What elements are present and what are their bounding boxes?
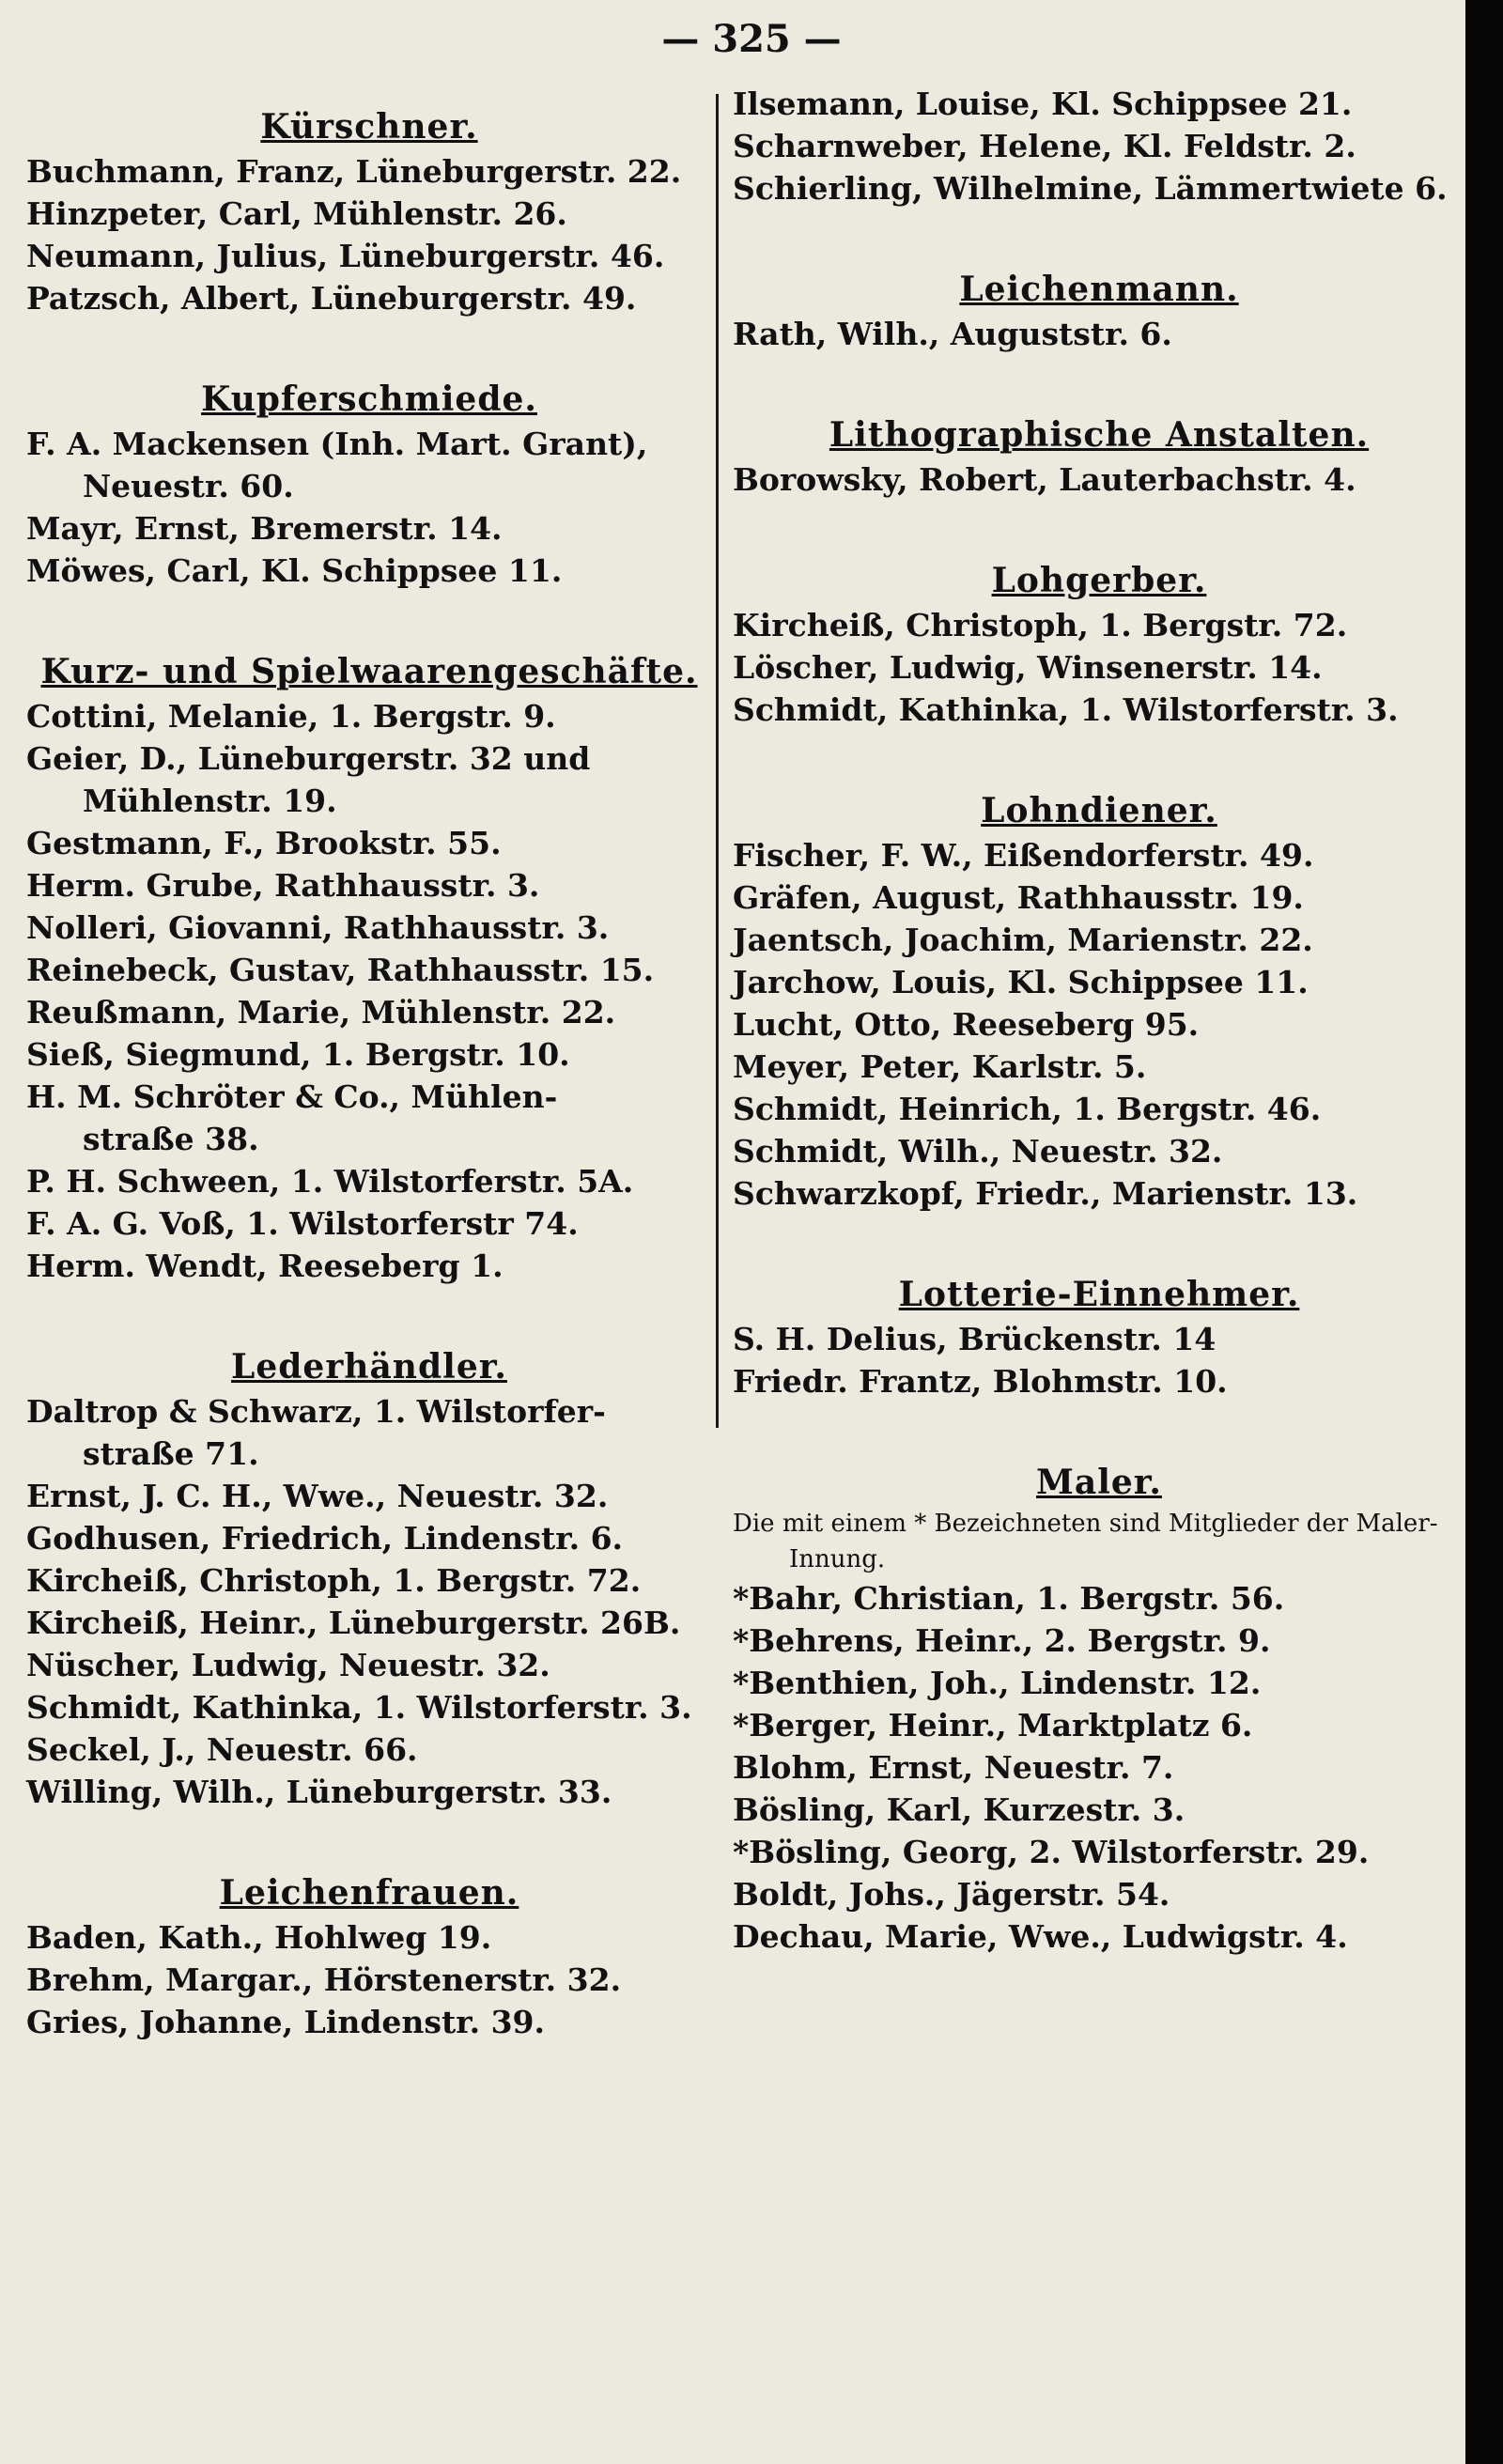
directory-entry: Meyer, Peter, Karlstr. 5.: [733, 1048, 1147, 1085]
directory-entry: Boldt, Johs., Jägerstr. 54.: [733, 1876, 1170, 1913]
directory-entry: Herm. Grube, Rathhausstr. 3.: [26, 867, 540, 904]
section-note: Die mit einem * Bezeichneten sind Mitglieder der Maler-Innung.: [733, 1510, 1438, 1573]
directory-entry: Gestmann, F., Brookstr. 55.: [26, 825, 502, 861]
directory-entry: Lucht, Otto, Reeseberg 95.: [733, 1006, 1200, 1043]
directory-entry: *Bösling, Georg, 2. Wilstorferstr. 29.: [733, 1834, 1370, 1870]
directory-entry: Reinebeck, Gustav, Rathhausstr. 15.: [26, 952, 655, 988]
directory-entry: Daltrop & Schwarz, 1. Wilstorfer-: [26, 1393, 606, 1430]
directory-entry: Gräfen, August, Rathhausstr. 19.: [733, 879, 1304, 916]
section-heading: Lotterie-Einnehmer.: [898, 1275, 1300, 1314]
directory-entry: H. M. Schröter & Co., Mühlen-: [26, 1078, 558, 1115]
section-gap: [733, 355, 1465, 411]
directory-entry: Kircheiß, Christoph, 1. Bergstr. 72.: [733, 607, 1348, 643]
section-gap: [733, 731, 1465, 787]
directory-section: [733, 83, 1465, 209]
directory-entry: Willing, Wilh., Lüneburgerstr. 33.: [26, 1774, 612, 1810]
left-column: [26, 103, 712, 2043]
directory-section: [733, 731, 1465, 1215]
directory-section: [26, 1813, 712, 2043]
directory-entry: Nolleri, Giovanni, Rathhausstr. 3.: [26, 909, 610, 946]
directory-entry: Seckel, J., Neuestr. 66.: [26, 1731, 418, 1768]
directory-entry: Fischer, F. W., Eißendorferstr. 49.: [733, 837, 1314, 874]
section-gap: [26, 592, 712, 648]
directory-section: [26, 1287, 712, 1813]
directory-entry: Schierling, Wilhelmine, Lämmertwiete 6.: [733, 170, 1448, 207]
directory-entry: Borowsky, Robert, Lauterbachstr. 4.: [733, 461, 1356, 498]
directory-section: [26, 319, 712, 592]
directory-entry: straße 71.: [83, 1435, 259, 1472]
directory-entry: Reußmann, Marie, Mühlenstr. 22.: [26, 994, 616, 1031]
directory-entry: Löscher, Ludwig, Winsenerstr. 14.: [733, 649, 1323, 686]
section-gap: [26, 319, 712, 376]
section-heading: Lithographische Anstalten.: [829, 415, 1370, 455]
section-heading: Lohndiener.: [981, 791, 1217, 830]
directory-entry: Neuestr. 60.: [83, 468, 294, 504]
directory-entry: Mayr, Ernst, Bremerstr. 14.: [26, 510, 503, 547]
directory-entry: Kircheiß, Heinr., Lüneburgerstr. 26B.: [26, 1604, 681, 1641]
section-gap: [26, 1287, 712, 1343]
section-gap: [733, 1402, 1465, 1459]
directory-entry: Jarchow, Louis, Kl. Schippsee 11.: [733, 964, 1309, 1000]
directory-entry: Neumann, Julius, Lüneburgerstr. 46.: [26, 238, 665, 274]
section-gap: [733, 209, 1465, 266]
directory-entry: Sieß, Siegmund, 1. Bergstr. 10.: [26, 1036, 570, 1073]
directory-entry: Mühlenstr. 19.: [83, 783, 337, 819]
directory-entry: Möwes, Carl, Kl. Schippsee 11.: [26, 552, 563, 589]
directory-entry: Baden, Kath., Hohlweg 19.: [26, 1919, 492, 1956]
section-heading: Leichenmann.: [959, 270, 1239, 309]
directory-entry: Cottini, Melanie, 1. Bergstr. 9.: [26, 698, 556, 735]
directory-section: [26, 592, 712, 1287]
directory-section: [733, 1215, 1465, 1402]
directory-entry: Ilsemann, Louise, Kl. Schippsee 21.: [733, 85, 1353, 122]
directory-entry: Patzsch, Albert, Lüneburgerstr. 49.: [26, 280, 637, 317]
section-heading: Maler.: [1036, 1463, 1162, 1502]
directory-entry: Scharnweber, Helene, Kl. Feldstr. 2.: [733, 128, 1356, 164]
page-number: — 325 —: [661, 17, 842, 61]
directory-entry: Geier, D., Lüneburgerstr. 32 und: [26, 740, 591, 777]
directory-entry: Friedr. Frantz, Blohmstr. 10.: [733, 1363, 1228, 1400]
directory-section: [733, 209, 1465, 355]
directory-entry: Ernst, J. C. H., Wwe., Neuestr. 32.: [26, 1478, 609, 1514]
directory-section: [733, 355, 1465, 501]
directory-entry: P. H. Schween, 1. Wilstorferstr. 5A.: [26, 1163, 634, 1200]
directory-section: [733, 1402, 1465, 1958]
directory-entry: F. A. G. Voß, 1. Wilstorferstr 74.: [26, 1205, 579, 1242]
section-heading: Kupferschmiede.: [201, 380, 537, 419]
directory-entry: Buchmann, Franz, Lüneburgerstr. 22.: [26, 153, 682, 190]
directory-entry: Jaentsch, Joachim, Marienstr. 22.: [733, 922, 1313, 958]
directory-entry: Godhusen, Friedrich, Lindenstr. 6.: [26, 1520, 624, 1557]
directory-entry: Schmidt, Heinrich, 1. Bergstr. 46.: [733, 1091, 1322, 1127]
directory-entry: *Berger, Heinr., Marktplatz 6.: [733, 1707, 1253, 1743]
directory-entry: straße 38.: [83, 1121, 259, 1157]
directory-entry: Schwarzkopf, Friedr., Marienstr. 13.: [733, 1175, 1358, 1212]
directory-entry: *Behrens, Heinr., 2. Bergstr. 9.: [733, 1622, 1271, 1659]
directory-entry: S. H. Delius, Brückenstr. 14: [733, 1321, 1216, 1357]
section-heading: Leichenfrauen.: [219, 1873, 519, 1913]
column-divider: [716, 94, 719, 1428]
directory-entry: Schmidt, Wilh., Neuestr. 32.: [733, 1133, 1223, 1170]
scan-edge: [1465, 0, 1503, 2464]
directory-entry: *Bahr, Christian, 1. Bergstr. 56.: [733, 1580, 1285, 1617]
directory-entry: Herm. Wendt, Reeseberg 1.: [26, 1247, 504, 1284]
directory-entry: F. A. Mackensen (Inh. Mart. Grant),: [26, 426, 648, 462]
section-gap: [733, 501, 1465, 557]
directory-section: [733, 501, 1465, 731]
directory-entry: Gries, Johanne, Lindenstr. 39.: [26, 2004, 545, 2040]
directory-entry: Schmidt, Kathinka, 1. Wilstorferstr. 3.: [733, 691, 1399, 728]
directory-entry: *Benthien, Joh., Lindenstr. 12.: [733, 1665, 1262, 1701]
directory-entry: Blohm, Ernst, Neuestr. 7.: [733, 1749, 1174, 1786]
section-heading: Lohgerber.: [991, 561, 1207, 600]
directory-entry: Rath, Wilh., Auguststr. 6.: [733, 316, 1172, 352]
section-gap: [733, 1215, 1465, 1271]
directory-entry: Schmidt, Kathinka, 1. Wilstorferstr. 3.: [26, 1689, 692, 1726]
directory-section: [26, 103, 712, 319]
section-heading: Lederhändler.: [231, 1347, 507, 1387]
directory-entry: Dechau, Marie, Wwe., Ludwigstr. 4.: [733, 1918, 1348, 1955]
right-column: [733, 83, 1465, 1958]
directory-entry: Hinzpeter, Carl, Mühlenstr. 26.: [26, 195, 567, 232]
section-heading: Kürschner.: [260, 107, 478, 147]
directory-entry: Nüscher, Ludwig, Neuestr. 32.: [26, 1647, 550, 1683]
directory-entry: Kircheiß, Christoph, 1. Bergstr. 72.: [26, 1562, 642, 1599]
directory-entry: Bösling, Karl, Kurzestr. 3.: [733, 1791, 1185, 1828]
section-heading: Kurz- und Spielwaarengeschäfte.: [40, 652, 698, 691]
section-gap: [26, 1813, 712, 1869]
directory-entry: Brehm, Margar., Hörstenerstr. 32.: [26, 1961, 622, 1998]
